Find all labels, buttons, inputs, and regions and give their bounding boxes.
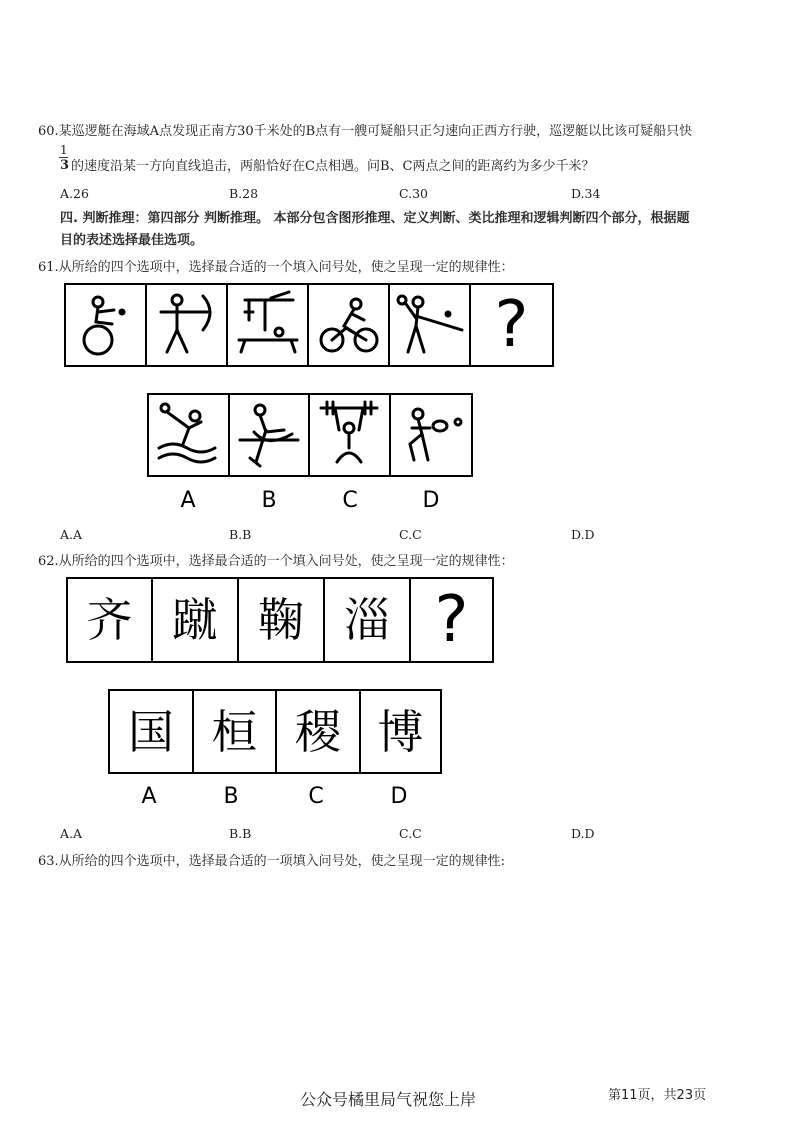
swimmer-icon xyxy=(155,400,221,470)
q60-option-b[interactable]: B.28 xyxy=(229,186,259,201)
q60-text-line1: 60.某巡逻艇在海域A点发现正南方30千米处的B点有一艘可疑船只正匀速向正西方行驶，巡逻艇以比该可疑船只快 xyxy=(38,124,693,139)
cyclist-icon xyxy=(318,290,380,360)
question-mark-icon: ? xyxy=(434,583,469,657)
q61-option-cell-a[interactable] xyxy=(149,395,230,475)
q61-cell-5 xyxy=(390,285,471,365)
q62-option-cell-d[interactable] xyxy=(361,691,440,772)
q62-option-cell-c[interactable] xyxy=(277,691,361,772)
wheelchair-athlete-icon xyxy=(76,290,136,360)
q60-fraction-numerator: 1 xyxy=(60,143,68,157)
q62-letter-c: C xyxy=(308,784,324,809)
q61-figure-strip xyxy=(64,283,554,367)
q61-cell-question xyxy=(471,285,552,365)
section4-heading-line1: 四. 判断推理：第四部分 判断推理。 本部分包含图形推理、定义判断、类比推理和逻辑判断四个部分，根据题 xyxy=(60,211,690,226)
q63-text: 63.从所给的四个选项中，选择最合适的一项填入问号处，使之呈现一定的规律性: xyxy=(38,854,506,869)
q61-cell-4 xyxy=(309,285,390,365)
q61-option-d[interactable]: D.D xyxy=(571,527,595,542)
q62-letter-a: A xyxy=(141,784,157,809)
q61-letter-b: B xyxy=(261,488,277,513)
q61-option-b[interactable]: B.B xyxy=(229,527,252,542)
q61-option-a[interactable]: A.A xyxy=(60,527,83,542)
q61-option-strip xyxy=(147,393,473,477)
q61-option-cell-c[interactable] xyxy=(310,395,391,475)
table-tennis-player-icon xyxy=(394,290,466,360)
q62-option-char-a: 国 xyxy=(128,704,174,759)
q60-option-d[interactable]: D.34 xyxy=(571,186,601,201)
archer-icon xyxy=(155,290,219,360)
q60-option-a[interactable]: A.26 xyxy=(60,186,89,201)
q62-text: 62.从所给的四个选项中，选择最合适的一个填入问号处，使之呈现一定的规律性： xyxy=(38,554,514,569)
q61-letter-d: D xyxy=(422,488,440,513)
q62-char-1: 齐 xyxy=(86,593,133,647)
q62-option-cell-b[interactable] xyxy=(194,691,277,772)
q62-char-3: 鞠 xyxy=(258,593,304,647)
page-number: 第11页，共23页 xyxy=(608,1088,707,1103)
q62-option-b[interactable]: B.B xyxy=(229,826,252,841)
q61-option-cell-b[interactable] xyxy=(230,395,311,475)
q61-letter-c: C xyxy=(342,488,358,513)
q62-letter-d: D xyxy=(390,784,408,809)
q61-cell-2 xyxy=(147,285,228,365)
section4-heading-line2: 目的表述选择最佳选项。 xyxy=(60,233,204,248)
rower-icon xyxy=(236,400,302,470)
q62-option-cell-a[interactable] xyxy=(110,691,194,772)
gymnast-icon xyxy=(235,290,301,360)
tennis-player-icon xyxy=(398,400,464,470)
q62-cell-3 xyxy=(239,579,325,661)
q62-cell-question xyxy=(411,579,492,661)
question-mark-icon: ? xyxy=(494,288,529,362)
q61-cell-3 xyxy=(228,285,309,365)
q62-option-c[interactable]: C.C xyxy=(399,826,422,841)
q62-option-a[interactable]: A.A xyxy=(60,826,83,841)
q61-letter-a: A xyxy=(180,488,196,513)
q62-letter-b: B xyxy=(223,784,239,809)
q60-option-c[interactable]: C.30 xyxy=(399,186,428,201)
q60-fraction-denominator: 3 xyxy=(60,158,70,173)
q61-cell-1 xyxy=(66,285,147,365)
weightlifter-icon xyxy=(317,400,381,470)
q62-option-strip xyxy=(108,689,442,774)
q62-option-char-b: 桓 xyxy=(211,704,258,759)
q60-text-line2: 的速度沿某一方向直线追击，两船恰好在C点相遇。问B、C两点之间的距离约为多少千米？ xyxy=(71,159,595,174)
q61-option-cell-d[interactable] xyxy=(391,395,471,475)
q62-cell-1 xyxy=(68,579,153,661)
q62-cell-2 xyxy=(153,579,239,661)
footer-text: 公众号橘里局气祝您上岸 xyxy=(300,1090,477,1109)
q61-option-c[interactable]: C.C xyxy=(399,527,422,542)
q62-option-d[interactable]: D.D xyxy=(571,826,595,841)
q61-text: 61.从所给的四个选项中，选择最合适的一个填入问号处，使之呈现一定的规律性： xyxy=(38,260,514,275)
q62-option-char-c: 稷 xyxy=(295,704,341,759)
q62-char-4: 淄 xyxy=(344,593,390,647)
q62-figure-strip xyxy=(66,577,494,663)
q62-cell-4 xyxy=(325,579,411,661)
q62-option-char-d: 博 xyxy=(377,704,424,759)
q62-char-2: 蹴 xyxy=(172,593,218,647)
